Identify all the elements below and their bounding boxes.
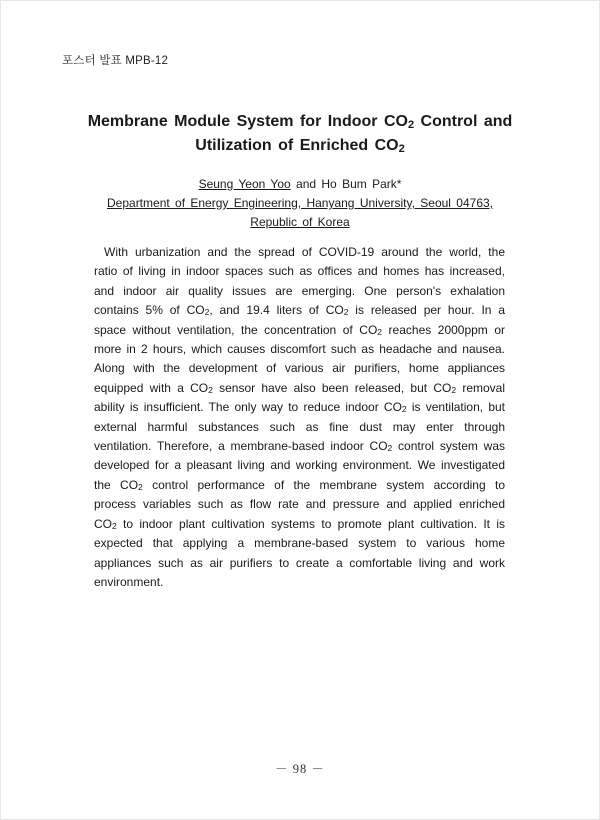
abstract-text: to indoor plant cultivation systems to promote plant cultivation. It is expected that applying a membrane-based system to various home appliances such as air purifiers to create a comfortable living and work environment. — [94, 516, 505, 589]
page-number: － 98 － — [275, 762, 325, 776]
title-text: Utilization of Enriched CO — [195, 137, 399, 154]
co2-subscript: 2 — [377, 326, 383, 337]
abstract-text: is released per hour. In a space without ventilation, the concentration of — [94, 303, 505, 337]
co2-formula: CO — [325, 303, 344, 318]
abstract-text: , and 19.4 liters of — [209, 303, 326, 318]
co2-formula: CO — [120, 477, 139, 492]
title-text: Membrane Module System for Indoor CO — [87, 113, 408, 130]
author-block — [60, 175, 540, 232]
author-connector: and — [290, 177, 322, 191]
title-text: Control and — [414, 113, 513, 130]
abstract-text: control performance of the membrane system according to process variables such as flow rate and pressure and applied enriched — [94, 477, 505, 512]
co2-subscript: 2 — [112, 520, 117, 531]
author-presenting: Seung Yeon Yoo — [198, 177, 291, 191]
abstract-text: is ventilation, but external harmful substances such as fine dust may enter through ventilation. Therefore, a membrane-based indoor — [94, 400, 505, 454]
session-code: 포스터 발표 MPB-12 — [62, 55, 169, 67]
co2-formula: CO — [369, 439, 388, 454]
abstract-text: removal ability is insufficient. The only way to reduce indoor — [94, 380, 505, 415]
author-corresponding: Ho Bum Park* — [321, 177, 402, 191]
co2-subscript: 2 — [204, 307, 210, 318]
co2-subscript: 2 — [401, 404, 407, 415]
co2-formula: CO — [359, 322, 378, 337]
paper-title — [60, 110, 540, 158]
affiliation: Department of Energy Engineering, Hanyang University, Seoul 04763, — [107, 196, 493, 210]
abstract-text: sensor have also been released, but — [212, 380, 434, 395]
title-subscript: 2 — [407, 119, 415, 131]
abstract-body — [94, 243, 505, 592]
co2-subscript: 2 — [138, 481, 143, 492]
co2-formula: CO — [186, 303, 205, 318]
co2-subscript: 2 — [208, 384, 213, 395]
co2-subscript: 2 — [451, 384, 457, 395]
co2-formula: CO — [94, 516, 112, 531]
co2-formula: CO — [383, 400, 402, 415]
title-subscript: 2 — [398, 143, 405, 155]
abstract-text: control system was developed for a pleasant living and working environment. We investigated the — [94, 439, 505, 492]
abstract-text: With urbanization and the spread of COVID-19 around the world, the ratio of living in indoor spaces such as offices and homes has increased, and indoor air quality issues are emerging. One person's exhalation contains 5% of — [94, 245, 505, 318]
co2-subscript: 2 — [387, 443, 393, 454]
co2-formula: CO — [433, 380, 452, 395]
abstract-text: reaches 2000ppm or more in 2 hours, which causes discomfort such as headache and nausea. Along with the development of various air purifiers, home appliances equipped with a — [94, 322, 506, 395]
co2-subscript: 2 — [343, 307, 349, 318]
affiliation-country: Republic of Korea — [250, 215, 350, 229]
co2-formula: CO — [190, 380, 209, 395]
